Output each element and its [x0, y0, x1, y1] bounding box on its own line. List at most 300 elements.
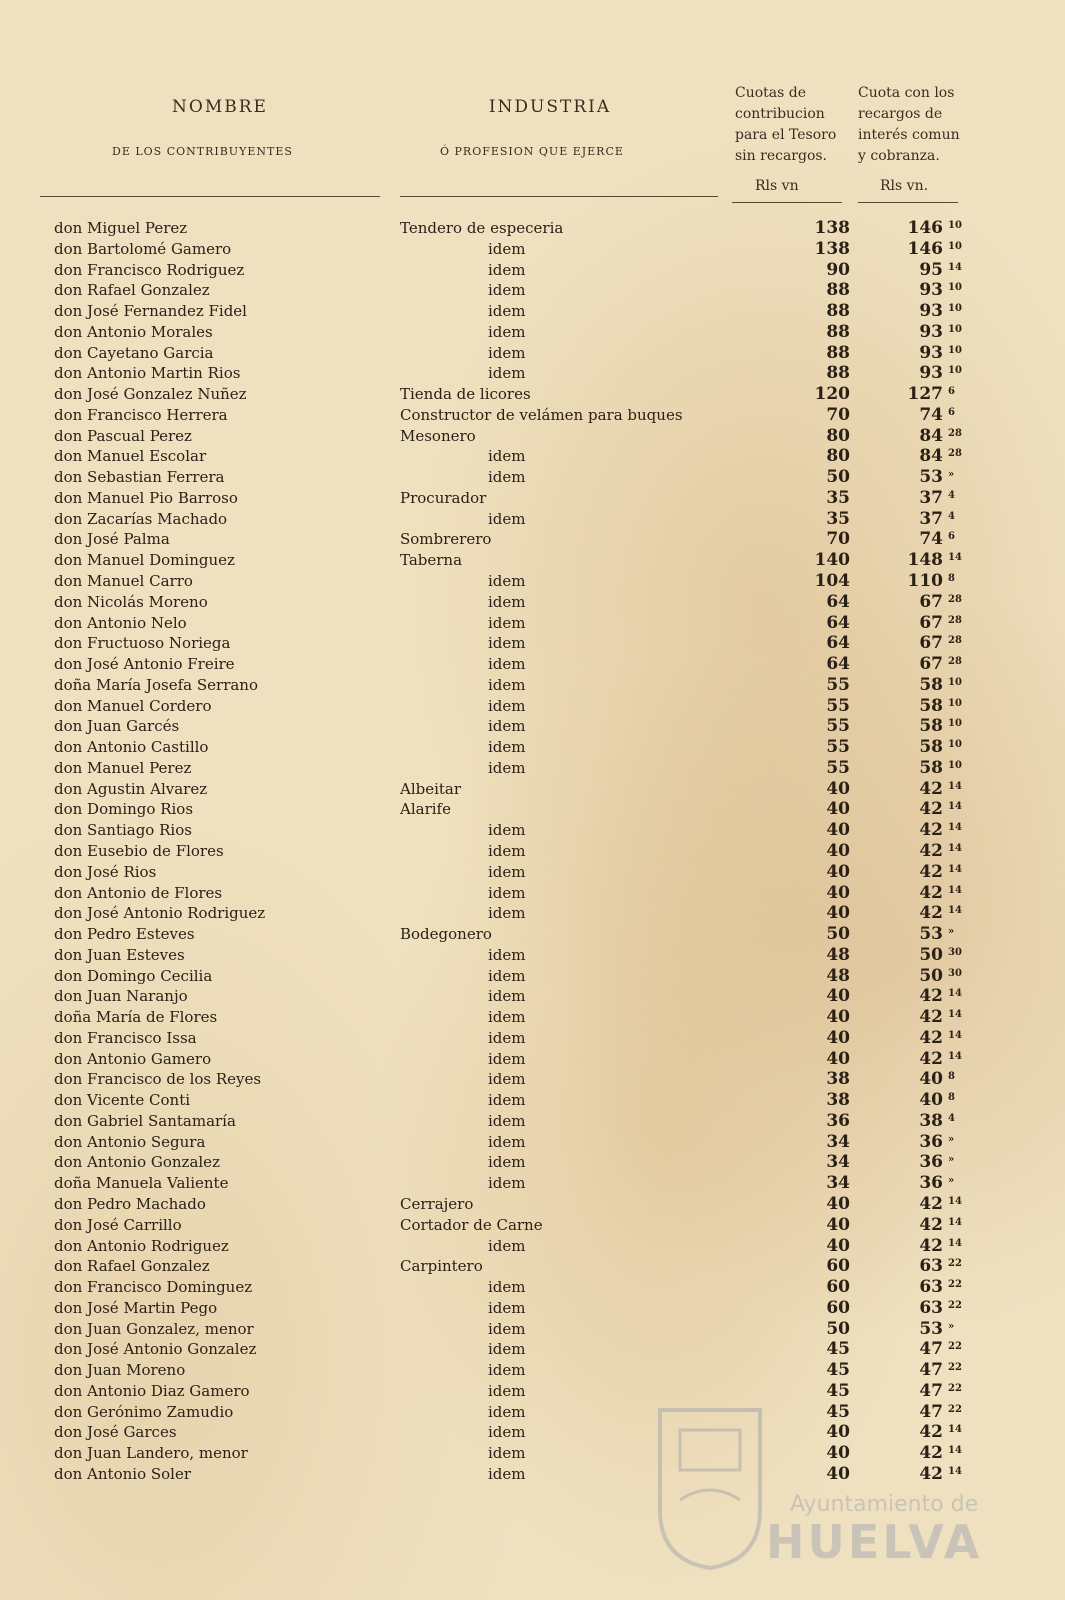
cuota-tesoro: 40	[826, 840, 850, 861]
cuota-comun-fraction: 22	[948, 1403, 962, 1415]
cuota-comun-fraction: 14	[948, 988, 962, 1000]
industry: idem	[488, 634, 526, 653]
table-row	[0, 945, 1065, 966]
industry: idem	[488, 1049, 526, 1068]
cuota-comun-fraction: »	[948, 1175, 955, 1187]
cuota-tesoro: 40	[826, 1027, 850, 1048]
contributor-name: don Antonio Castillo	[54, 738, 209, 757]
industry: Tienda de licores	[400, 385, 531, 404]
industry: Bodegonero	[400, 925, 492, 944]
cuota-tesoro: 48	[826, 965, 850, 986]
cuota-comun: 58	[919, 737, 943, 758]
contributor-name: don Fructuoso Noriega	[54, 634, 231, 653]
cuota-tesoro: 60	[826, 1297, 850, 1318]
contributor-name: don Agustin Alvarez	[54, 779, 208, 798]
contributor-name: don Bartolomé Gamero	[54, 239, 232, 258]
cuota-comun: 53	[919, 467, 943, 488]
cuota-tesoro: 64	[826, 633, 850, 654]
cuota-tesoro: 40	[826, 778, 850, 799]
table-row	[0, 1236, 1065, 1257]
industry: idem	[488, 1111, 526, 1130]
cuota-comun-fraction: 14	[948, 822, 962, 834]
table-row	[0, 260, 1065, 281]
industry: idem	[488, 1028, 526, 1047]
industry: idem	[488, 281, 526, 300]
contributor-name: doña Manuela Valiente	[54, 1174, 229, 1193]
industry: idem	[488, 1361, 526, 1380]
header-rule-tesoro	[732, 202, 842, 203]
header-rule-nombre	[40, 196, 380, 197]
contributor-name: don Eusebio de Flores	[54, 841, 224, 860]
cuota-comun: 63	[919, 1297, 943, 1318]
cuota-comun: 38	[919, 1110, 943, 1131]
cuota-comun-fraction: 10	[948, 759, 962, 771]
cuota-tesoro: 40	[826, 820, 850, 841]
cuota-comun-fraction: 14	[948, 884, 962, 896]
table-row	[0, 343, 1065, 364]
industry: Taberna	[400, 551, 463, 570]
cuota-tesoro: 88	[826, 363, 850, 384]
header-nombre-sub: DE LOS CONTRIBUYENTES	[112, 145, 293, 158]
table-row	[0, 716, 1065, 737]
cuota-comun-fraction: 6	[948, 406, 955, 418]
cuota-comun: 37	[919, 487, 943, 508]
cuota-tesoro: 88	[826, 321, 850, 342]
table-row	[0, 1256, 1065, 1277]
contributor-name: don Zacarías Machado	[54, 509, 228, 528]
cuota-comun: 36	[919, 1173, 943, 1194]
cuota-comun-fraction: 8	[948, 1071, 955, 1083]
table-row	[0, 592, 1065, 613]
cuota-tesoro: 40	[826, 1048, 850, 1069]
cuota-comun-fraction: 22	[948, 1341, 962, 1353]
table-row	[0, 1381, 1065, 1402]
table-row	[0, 467, 1065, 488]
cuota-tesoro: 34	[826, 1152, 850, 1173]
table-row	[0, 841, 1065, 862]
table-row	[0, 529, 1065, 550]
cuota-comun: 42	[919, 1422, 943, 1443]
cuota-tesoro: 55	[826, 757, 850, 778]
table-row	[0, 1298, 1065, 1319]
table-row	[0, 613, 1065, 634]
header-unit-tesoro: Rls vn	[755, 178, 799, 194]
table-row	[0, 363, 1065, 384]
cuota-comun: 42	[919, 1193, 943, 1214]
cuota-comun: 148	[907, 550, 943, 571]
header-unit-comun: Rls vn.	[880, 178, 929, 194]
cuota-comun: 84	[919, 446, 943, 467]
table-row	[0, 924, 1065, 945]
cuota-comun-fraction: 22	[948, 1279, 962, 1291]
table-row	[0, 737, 1065, 758]
cuota-tesoro: 55	[826, 716, 850, 737]
industry: idem	[488, 1132, 526, 1151]
contributor-name: don José Antonio Rodriguez	[54, 904, 266, 923]
cuota-tesoro: 64	[826, 591, 850, 612]
cuota-comun: 58	[919, 716, 943, 737]
table-row	[0, 862, 1065, 883]
cuota-tesoro: 40	[826, 986, 850, 1007]
table-row	[0, 903, 1065, 924]
cuota-comun-fraction: 28	[948, 593, 962, 605]
contributor-name: don José Rios	[54, 862, 157, 881]
cuota-tesoro: 104	[814, 571, 850, 592]
cuota-tesoro: 40	[826, 903, 850, 924]
cuota-comun: 42	[919, 903, 943, 924]
table-row	[0, 1049, 1065, 1070]
cuota-tesoro: 40	[826, 1193, 850, 1214]
industry: idem	[488, 572, 526, 591]
table-row	[0, 675, 1065, 696]
cuota-comun-fraction: 14	[948, 1009, 962, 1021]
cuota-comun: 47	[919, 1360, 943, 1381]
cuota-comun-fraction: »	[948, 469, 955, 481]
cuota-comun: 42	[919, 861, 943, 882]
contributor-name: don Rafael Gonzalez	[54, 281, 210, 300]
cuota-comun-fraction: 30	[948, 946, 962, 958]
table-row	[0, 550, 1065, 571]
cuota-comun-fraction: 28	[948, 656, 962, 668]
cuota-tesoro: 138	[814, 238, 850, 259]
cuota-tesoro: 34	[826, 1131, 850, 1152]
cuota-comun: 42	[919, 986, 943, 1007]
table-row	[0, 405, 1065, 426]
cuota-comun: 110	[907, 571, 943, 592]
contributor-name: don Pedro Esteves	[54, 925, 195, 944]
cuota-comun-fraction: »	[948, 926, 955, 938]
cuota-comun: 67	[919, 591, 943, 612]
table-row	[0, 883, 1065, 904]
cuota-tesoro: 40	[826, 1422, 850, 1443]
cuota-tesoro: 45	[826, 1401, 850, 1422]
cuota-comun-fraction: 22	[948, 1299, 962, 1311]
cuota-comun-fraction: 22	[948, 1362, 962, 1374]
cuota-comun: 42	[919, 840, 943, 861]
contributor-name: don Juan Esteves	[54, 945, 185, 964]
contributors-table	[0, 218, 1065, 1485]
industry: Carpintero	[400, 1257, 483, 1276]
cuota-tesoro: 55	[826, 695, 850, 716]
cuota-comun-fraction: 10	[948, 220, 962, 231]
cuota-comun-fraction: 28	[948, 614, 962, 626]
cuota-tesoro: 40	[826, 861, 850, 882]
cuota-tesoro: 88	[826, 342, 850, 363]
contributor-name: don Juan Landero, menor	[54, 1444, 248, 1463]
cuota-comun: 93	[919, 280, 943, 301]
contributor-name: don Cayetano Garcia	[54, 343, 214, 362]
contributor-name: doña María de Flores	[54, 1008, 218, 1027]
cuota-comun: 42	[919, 1027, 943, 1048]
cuota-comun-fraction: 14	[948, 1050, 962, 1062]
cuota-tesoro: 55	[826, 737, 850, 758]
cuota-comun-fraction: 8	[948, 573, 955, 585]
contributor-name: don Antonio Nelo	[54, 613, 187, 632]
contributor-name: don José Gonzalez Nuñez	[54, 385, 247, 404]
cuota-comun-fraction: 14	[948, 1424, 962, 1436]
industry: idem	[488, 1174, 526, 1193]
industry: idem	[488, 1070, 526, 1089]
contributor-name: don Francisco de los Reyes	[54, 1070, 262, 1089]
industry: idem	[488, 1340, 526, 1359]
cuota-comun-fraction: 28	[948, 635, 962, 647]
cuota-comun: 42	[919, 1463, 943, 1484]
cuota-tesoro: 90	[826, 259, 850, 280]
cuota-tesoro: 88	[826, 301, 850, 322]
cuota-comun-fraction: 14	[948, 780, 962, 792]
cuota-comun: 53	[919, 1318, 943, 1339]
watermark-line1: Ayuntamiento de	[790, 1492, 979, 1517]
cuota-comun: 93	[919, 363, 943, 384]
table-row	[0, 384, 1065, 405]
industry: Cortador de Carne	[400, 1215, 543, 1234]
cuota-comun-fraction: 10	[948, 303, 962, 315]
cuota-tesoro: 70	[826, 529, 850, 550]
contributor-name: don Antonio Morales	[54, 322, 213, 341]
cuota-comun-fraction: 28	[948, 427, 962, 439]
contributor-name: don Juan Naranjo	[54, 987, 188, 1006]
cuota-comun: 42	[919, 778, 943, 799]
table-row	[0, 799, 1065, 820]
cuota-comun-fraction: »	[948, 1320, 955, 1332]
contributor-name: don Antonio de Flores	[54, 883, 223, 902]
industry: idem	[488, 509, 526, 528]
industry: idem	[488, 883, 526, 902]
industry: idem	[488, 1236, 526, 1255]
table-row	[0, 1069, 1065, 1090]
contributor-name: don Antonio Segura	[54, 1132, 206, 1151]
cuota-tesoro: 70	[826, 404, 850, 425]
cuota-comun-fraction: 10	[948, 697, 962, 709]
industry: idem	[488, 364, 526, 383]
cuota-comun: 127	[907, 384, 943, 405]
contributor-name: don Antonio Rodriguez	[54, 1236, 229, 1255]
table-row	[0, 696, 1065, 717]
table-row	[0, 1152, 1065, 1173]
cuota-tesoro: 80	[826, 446, 850, 467]
table-row	[0, 509, 1065, 530]
table-row	[0, 1360, 1065, 1381]
industry: Albeitar	[400, 779, 462, 798]
contributor-name: don Vicente Conti	[54, 1091, 191, 1110]
table-row	[0, 1132, 1065, 1153]
cuota-comun: 58	[919, 674, 943, 695]
industry: idem	[488, 675, 526, 694]
industry: idem	[488, 239, 526, 258]
cuota-comun: 42	[919, 1007, 943, 1028]
cuota-tesoro: 50	[826, 467, 850, 488]
table-row	[0, 446, 1065, 467]
table-row	[0, 488, 1065, 509]
cuota-tesoro: 48	[826, 944, 850, 965]
table-row	[0, 779, 1065, 800]
contributor-name: don Francisco Herrera	[54, 405, 228, 424]
cuota-comun-fraction: 4	[948, 510, 955, 522]
table-row	[0, 1028, 1065, 1049]
cuota-tesoro: 60	[826, 1277, 850, 1298]
industry: idem	[488, 758, 526, 777]
industry: idem	[488, 1319, 526, 1338]
cuota-comun: 47	[919, 1339, 943, 1360]
cuota-comun-fraction: 10	[948, 282, 962, 294]
cuota-comun-fraction: 14	[948, 842, 962, 854]
industry: idem	[488, 447, 526, 466]
industry: idem	[488, 1381, 526, 1400]
contributor-name: don Gabriel Santamaría	[54, 1111, 236, 1130]
table-row	[0, 1111, 1065, 1132]
contributor-name: don Pedro Machado	[54, 1194, 206, 1213]
cuota-comun: 63	[919, 1256, 943, 1277]
contributor-name: don José Antonio Gonzalez	[54, 1340, 257, 1359]
industry: idem	[488, 1423, 526, 1442]
cuota-comun-fraction: 14	[948, 1237, 962, 1249]
contributor-name: don Sebastian Ferrera	[54, 468, 225, 487]
table-row	[0, 1319, 1065, 1340]
cuota-comun-fraction: 22	[948, 1258, 962, 1270]
table-row	[0, 571, 1065, 592]
cuota-comun-fraction: 14	[948, 1465, 962, 1477]
cuota-comun: 42	[919, 1214, 943, 1235]
cuota-comun: 42	[919, 1048, 943, 1069]
cuota-comun: 67	[919, 654, 943, 675]
contributor-name: don Antonio Gonzalez	[54, 1153, 220, 1172]
cuota-tesoro: 80	[826, 425, 850, 446]
cuota-comun: 93	[919, 321, 943, 342]
cuota-comun: 63	[919, 1277, 943, 1298]
cuota-comun-fraction: 4	[948, 1112, 955, 1124]
contributor-name: don Manuel Perez	[54, 758, 192, 777]
contributor-name: don Domingo Cecilia	[54, 966, 213, 985]
cuota-tesoro: 88	[826, 280, 850, 301]
cuota-tesoro: 45	[826, 1360, 850, 1381]
cuota-comun: 42	[919, 882, 943, 903]
contributor-name: don José Carrillo	[54, 1215, 182, 1234]
contributor-name: don Francisco Dominguez	[54, 1278, 253, 1297]
cuota-comun-fraction: 14	[948, 905, 962, 917]
industry: idem	[488, 717, 526, 736]
contributor-name: don José Palma	[54, 530, 170, 549]
contributor-name: don Antonio Gamero	[54, 1049, 212, 1068]
cuota-comun-fraction: »	[948, 1154, 955, 1166]
table-row	[0, 654, 1065, 675]
cuota-comun: 50	[919, 965, 943, 986]
cuota-comun-fraction: 14	[948, 863, 962, 875]
cuota-tesoro: 40	[826, 1443, 850, 1464]
cuota-comun: 146	[907, 238, 943, 259]
contributor-name: don José Martin Pego	[54, 1298, 218, 1317]
table-row	[0, 1007, 1065, 1028]
table-row	[0, 218, 1065, 239]
industry: idem	[488, 260, 526, 279]
cuota-tesoro: 60	[826, 1256, 850, 1277]
cuota-tesoro: 38	[826, 1090, 850, 1111]
header-cuota-tesoro: Cuotas de contribucion para el Tesoro sin recargos.	[735, 85, 837, 164]
table-row	[0, 322, 1065, 343]
cuota-comun-fraction: 30	[948, 967, 962, 979]
contributor-name: don Manuel Carro	[54, 572, 193, 591]
cuota-comun: 47	[919, 1401, 943, 1422]
industry: Mesonero	[400, 426, 476, 445]
contributor-name: don José Garces	[54, 1423, 177, 1442]
cuota-comun: 37	[919, 508, 943, 529]
cuota-comun: 58	[919, 757, 943, 778]
industry: idem	[488, 945, 526, 964]
table-row	[0, 1339, 1065, 1360]
industry: idem	[488, 862, 526, 881]
header-industria: INDUSTRIA	[488, 97, 612, 117]
cuota-tesoro: 50	[826, 1318, 850, 1339]
cuota-tesoro: 40	[826, 799, 850, 820]
cuota-comun-fraction: 10	[948, 365, 962, 377]
contributor-name: don Manuel Dominguez	[54, 551, 235, 570]
contributor-name: don Gerónimo Zamudio	[54, 1402, 234, 1421]
industry: idem	[488, 987, 526, 1006]
contributor-name: don Domingo Rios	[54, 800, 194, 819]
table-row	[0, 1194, 1065, 1215]
table-row	[0, 426, 1065, 447]
industry: idem	[488, 1444, 526, 1463]
contributor-name: don José Fernandez Fidel	[54, 302, 247, 321]
cuota-tesoro: 40	[826, 1214, 850, 1235]
table-row	[0, 1215, 1065, 1236]
contributor-name: don Juan Moreno	[54, 1361, 186, 1380]
cuota-comun-fraction: 14	[948, 1445, 962, 1457]
cuota-comun-fraction: 6	[948, 531, 955, 543]
cuota-comun: 42	[919, 820, 943, 841]
industry: idem	[488, 1008, 526, 1027]
cuota-comun: 58	[919, 695, 943, 716]
cuota-comun: 47	[919, 1380, 943, 1401]
industry: Cerrajero	[400, 1194, 474, 1213]
industry: Sombrerero	[400, 530, 492, 549]
industry: idem	[488, 696, 526, 715]
industry: idem	[488, 468, 526, 487]
cuota-comun-fraction: 10	[948, 676, 962, 688]
industry: idem	[488, 904, 526, 923]
contributor-name: doña María Josefa Serrano	[54, 675, 258, 694]
industry: idem	[488, 343, 526, 362]
table-row	[0, 239, 1065, 260]
cuota-comun: 53	[919, 924, 943, 945]
cuota-tesoro: 138	[814, 218, 850, 238]
contributor-name: don Francisco Issa	[54, 1028, 197, 1047]
table-row	[0, 1090, 1065, 1111]
cuota-comun-fraction: 8	[948, 1092, 955, 1104]
contributor-name: don Rafael Gonzalez	[54, 1257, 210, 1276]
cuota-tesoro: 50	[826, 924, 850, 945]
shield-icon	[650, 1400, 770, 1570]
cuota-tesoro: 120	[814, 384, 850, 405]
industry: idem	[488, 302, 526, 321]
cuota-comun-fraction: 10	[948, 718, 962, 730]
table-row	[0, 966, 1065, 987]
industry: idem	[488, 655, 526, 674]
industry: idem	[488, 966, 526, 985]
industry: idem	[488, 592, 526, 611]
table-row	[0, 1277, 1065, 1298]
cuota-comun-fraction: 14	[948, 1195, 962, 1207]
cuota-tesoro: 45	[826, 1339, 850, 1360]
header-rule-industria	[400, 196, 718, 197]
industry: Alarife	[400, 800, 451, 819]
industry: idem	[488, 1278, 526, 1297]
table-row	[0, 633, 1065, 654]
contributor-name: don Juan Gonzalez, menor	[54, 1319, 254, 1338]
cuota-tesoro: 40	[826, 1235, 850, 1256]
contributor-name: don Manuel Escolar	[54, 447, 207, 466]
industry: idem	[488, 613, 526, 632]
contributor-name: don Nicolás Moreno	[54, 592, 208, 611]
